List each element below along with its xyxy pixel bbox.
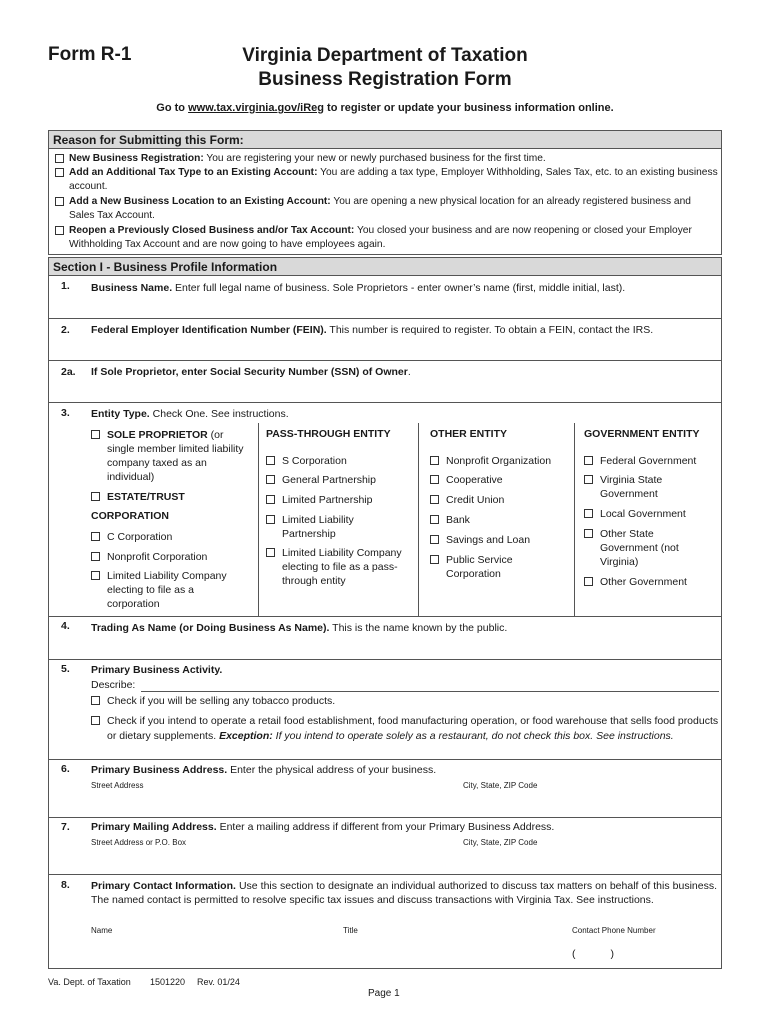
federal-government-checkbox[interactable] <box>584 456 593 465</box>
mailing-city-input[interactable] <box>463 849 713 871</box>
column-divider <box>574 423 575 616</box>
entity-llc-corporation[interactable]: Limited Liability Company electing to file as a corporation <box>91 569 241 611</box>
credit-union-checkbox[interactable] <box>430 495 439 504</box>
entity-s-corporation[interactable]: S Corporation <box>266 454 416 468</box>
c-corporation-checkbox[interactable] <box>91 532 100 541</box>
entity-llc-pass-through[interactable]: Limited Liability Company electing to file as a pass-through entity <box>266 546 416 588</box>
llp-checkbox[interactable] <box>266 515 275 524</box>
llc-pass-through-checkbox[interactable] <box>266 548 275 557</box>
reason-add-location: Add a New Business Location to an Existing Account: You are opening a new physical location for an already registered business and Sales Tax Account. <box>69 195 719 224</box>
entity-sole-proprietor[interactable]: SOLE PROPRIETOR (or single member limited liability company taxed as an individual) <box>91 428 253 484</box>
reason-reopen: Reopen a Previously Closed Business and/or Tax Account: You closed your business and are now reopening or closed your Employer Withholding Tax Account and are now going to have employees again. <box>69 224 719 253</box>
business-address-section: 6. Primary Business Address. Enter the physical address of your business. Street Address City, State, ZIP Code <box>48 760 722 818</box>
llc-corporation-checkbox[interactable] <box>91 571 100 580</box>
entity-local-government[interactable]: Local Government <box>584 507 720 521</box>
tobacco-checkbox[interactable] <box>91 696 100 705</box>
mailing-street-label: Street Address or P.O. Box <box>91 838 187 847</box>
contact-name-label: Name <box>91 926 113 935</box>
form-id: Form R-1 <box>48 44 132 65</box>
pass-through-heading: PASS-THROUGH ENTITY <box>266 428 391 440</box>
entity-nonprofit-corporation[interactable]: Nonprofit Corporation <box>91 550 253 564</box>
contact-title-input[interactable] <box>343 937 563 965</box>
entity-general-partnership[interactable]: General Partnership <box>266 473 416 487</box>
mailing-city-label: City, State, ZIP Code <box>463 838 538 847</box>
footer-agency: Va. Dept. of Taxation <box>48 977 131 987</box>
entity-nonprofit-organization[interactable]: Nonprofit Organization <box>430 454 572 468</box>
footer-revision: Rev. 01/24 <box>197 977 240 987</box>
entity-federal-government[interactable]: Federal Government <box>584 454 720 468</box>
reason-add-location-checkbox[interactable] <box>55 197 64 206</box>
reason-add-tax-type: Add an Additional Tax Type to an Existing Account: You are adding a tax type, Employer Withholding, Sales Tax, etc. to an existing business account. <box>69 166 719 195</box>
street-address-label: Street Address <box>91 781 144 790</box>
fein-field[interactable]: 2. Federal Employer Identification Number (FEIN). This number is required to register. To obtain a FEIN, contact the IRS. <box>48 319 722 361</box>
public-service-checkbox[interactable] <box>430 555 439 564</box>
business-name-field[interactable]: 1. Business Name. Enter full legal name of business. Sole Proprietors - enter owner’s name (first, middle initial, last). <box>48 276 722 319</box>
other-state-government-checkbox[interactable] <box>584 529 593 538</box>
entity-credit-union[interactable]: Credit Union <box>430 493 572 507</box>
general-partnership-checkbox[interactable] <box>266 475 275 484</box>
contact-phone-label: Contact Phone Number <box>572 926 656 935</box>
cooperative-checkbox[interactable] <box>430 475 439 484</box>
savings-loan-checkbox[interactable] <box>430 535 439 544</box>
sole-proprietor-checkbox[interactable] <box>91 430 100 439</box>
other-entity-heading: OTHER ENTITY <box>430 428 508 440</box>
column-divider <box>418 423 419 616</box>
entity-other-state-government[interactable]: Other State Government (not Virginia) <box>584 527 694 569</box>
entity-savings-loan[interactable]: Savings and Loan <box>430 533 572 547</box>
ssn-field[interactable]: 2a. If Sole Proprietor, enter Social Security Number (SSN) of Owner. <box>48 361 722 403</box>
mailing-street-input[interactable] <box>91 849 451 871</box>
contact-phone-input[interactable]: ( ) <box>572 948 614 960</box>
business-city-input[interactable] <box>463 792 713 814</box>
registration-link[interactable]: www.tax.virginia.gov/iReg <box>188 102 324 114</box>
corporation-heading: CORPORATION <box>91 510 169 522</box>
other-government-checkbox[interactable] <box>584 577 593 586</box>
contact-name-input[interactable] <box>91 937 331 965</box>
entity-virginia-government[interactable]: Virginia State Government <box>584 473 684 501</box>
reason-section <box>48 149 722 255</box>
nonprofit-corporation-checkbox[interactable] <box>91 552 100 561</box>
describe-input[interactable] <box>141 691 719 692</box>
business-street-input[interactable] <box>91 792 451 814</box>
reason-new-business: New Business Registration: You are registering your new or newly purchased business for the first time. <box>69 152 719 166</box>
bank-checkbox[interactable] <box>430 515 439 524</box>
entity-other-government[interactable]: Other Government <box>584 575 720 589</box>
page-title: Virginia Department of Taxation <box>242 45 528 66</box>
limited-partnership-checkbox[interactable] <box>266 495 275 504</box>
reason-add-tax-type-checkbox[interactable] <box>55 168 64 177</box>
entity-public-service[interactable]: Public Service Corporation <box>430 553 530 581</box>
entity-estate-trust[interactable]: ESTATE/TRUST <box>91 490 253 504</box>
entity-bank[interactable]: Bank <box>430 513 572 527</box>
reason-heading: Reason for Submitting this Form: <box>48 130 722 149</box>
trading-as-name-field[interactable]: 4. Trading As Name (or Doing Business As Name). This is the name known by the public. <box>48 617 722 660</box>
contact-title-label: Title <box>343 926 358 935</box>
food-checkbox[interactable] <box>91 716 100 725</box>
column-divider <box>258 423 259 616</box>
nonprofit-organization-checkbox[interactable] <box>430 456 439 465</box>
describe-label: Describe: <box>91 679 136 691</box>
entity-type-section: 3. Entity Type. Check One. See instructions. SOLE PROPRIETOR (or single member limited liability company taxed as an individual) ESTATE/TRUST CORPORATION C Corporation Nonprofit Corporation Limited Liability Company electing to file as a corporation PASS-THROUGH ENTITY S Corporation General Partnership Limited Partnership Limited Liability Partnership Limited Liability Company electing to file as a pass-through entity OTHER ENTITY Nonprofit Organization Cooperative Credit Union Bank Savings and Loan Public Service Corporation GOVERNMENT ENTITY Federal Government Virginia State Government Local Government Other State Government (not Virginia) Other Government <box>48 403 722 617</box>
entity-limited-partnership[interactable]: Limited Partnership <box>266 493 416 507</box>
food-option[interactable]: Check if you intend to operate a retail food establishment, food manufacturing operation, or food warehouse that sells food products or dietary supplements. Exception: If you intend to operate solely as a restaurant, do not check this box. See instructions. <box>91 714 721 743</box>
entity-llp[interactable]: Limited Liability Partnership <box>266 513 386 541</box>
tobacco-option[interactable]: Check if you will be selling any tobacco products. <box>91 694 711 708</box>
footer-form-number: 1501220 <box>150 977 186 987</box>
section1-heading: Section I - Business Profile Information <box>48 257 722 276</box>
entity-cooperative[interactable]: Cooperative <box>430 473 572 487</box>
page-subtitle: Business Registration Form <box>258 69 512 90</box>
mailing-address-section: 7. Primary Mailing Address. Enter a mailing address if different from your Primary Business Address. Street Address or P.O. Box City, State, ZIP Code <box>48 818 722 875</box>
city-state-zip-label: City, State, ZIP Code <box>463 781 538 790</box>
virginia-government-checkbox[interactable] <box>584 475 593 484</box>
government-entity-heading: GOVERNMENT ENTITY <box>584 428 700 440</box>
online-registration-note: Go to www.tax.virginia.gov/iReg to register or update your business information online. <box>156 102 614 114</box>
reason-new-business-checkbox[interactable] <box>55 154 64 163</box>
local-government-checkbox[interactable] <box>584 509 593 518</box>
reason-reopen-checkbox[interactable] <box>55 226 64 235</box>
page-number: Page 1 <box>368 988 400 999</box>
s-corporation-checkbox[interactable] <box>266 456 275 465</box>
business-activity-section: 5. Primary Business Activity. Describe: Check if you will be selling any tobacco products. Check if you intend to operate a retail food establishment, food manufacturing operation, or food warehouse that sells food products or dietary supplements. Exception: If you intend to operate solely as a restaurant, do not check this box. See instructions. <box>48 660 722 760</box>
entity-c-corporation[interactable]: C Corporation <box>91 530 253 544</box>
contact-info-section: 8. Primary Contact Information. Use this section to designate an individual authorized to discuss tax matters on behalf of this business. The named contact is permitted to resolve specific tax issues and discuss transactions with Virginia Tax. See instructions. Name Title Contact Phone Number ( ) <box>48 875 722 969</box>
estate-trust-checkbox[interactable] <box>91 492 100 501</box>
